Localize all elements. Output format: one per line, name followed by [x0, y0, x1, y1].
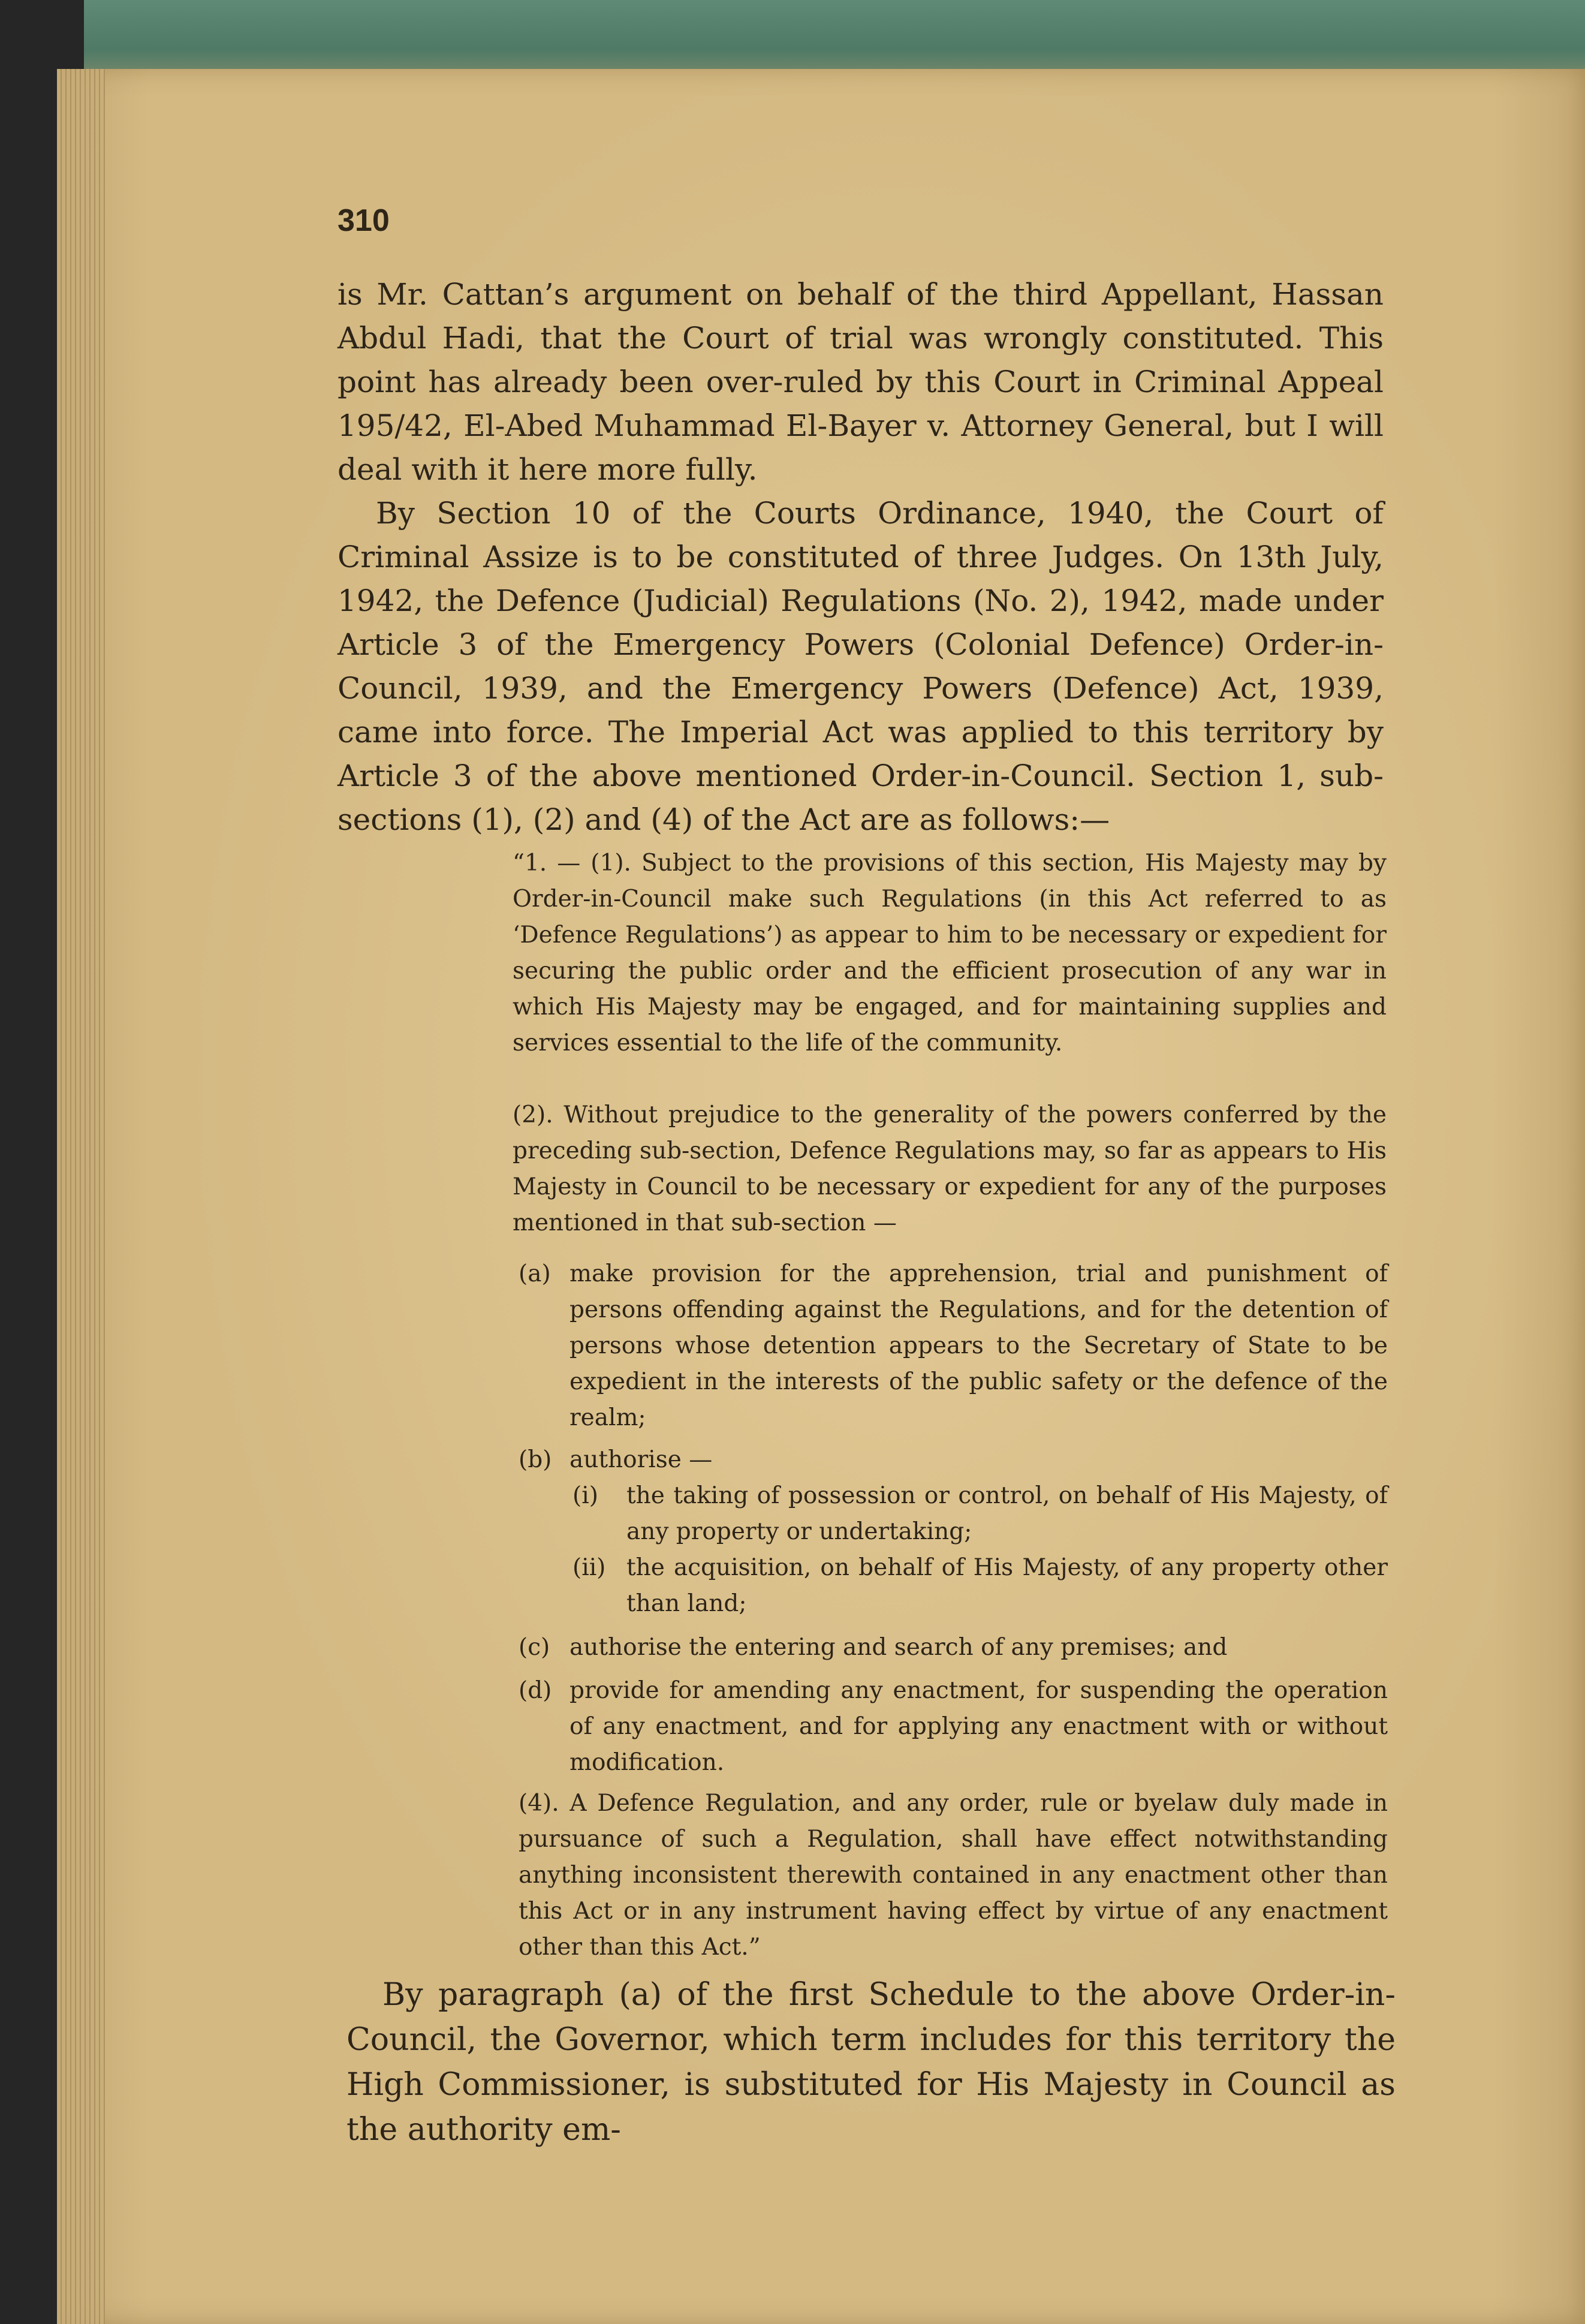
- quote-item-c: authorise the entering and search of any premises; and: [569, 1634, 1228, 1661]
- quote-item-a-label: (a): [519, 1260, 551, 1287]
- quote-item-b-label: (b): [519, 1446, 552, 1473]
- quote-subsection-1: “1. — (1). Subject to the provisions of this section, His Majesty may by Order-in-Council make such Regulations (in this Act referred to as ‘Defence Regulations’) as appear to him to be necessary or expedient for securing the public order and the efficient prosecution of any war in which His Majesty may be engaged, and for maintaining supplies and services essential to the life of the community.: [513, 850, 1387, 1056]
- quote-item-b-ii: the acquisition, on behalf of His Majesty, of any property other than land;: [626, 1554, 1388, 1617]
- quote-subsection-4: (4). A Defence Regulation, and any order, rule or byelaw duly made in pursuance of such a Regulation, shall have effect notwithstanding anything inconsistent therewith contained in any enactment other than this Act or in any instrument having effect by virtue of any enactment other than this Act.”: [519, 1790, 1388, 1961]
- paragraph-2: By Section 10 of the Courts Ordinance, 1940, the Court of Criminal Assize is to be constituted of three Judges. On 13th July, 1942, the Defence (Judicial) Regulations (No. 2), 1942, made under Article 3 of the Emergency Powers (Colonial Defence) Order-in-Council, 1939, and the Emergency Powers (Defence) Act, 1939, came into force. The Imperial Act was applied to this territory by Article 3 of the above mentioned Order-in-Council. Section 1, sub-sections (1), (2) and (4) of the Act are as follows:—: [338, 496, 1384, 837]
- quote-item-b-i-label: (i): [572, 1482, 598, 1509]
- paragraph-1: is Mr. Cattan’s argument on behalf of the third Appellant, Hassan Abdul Hadi, that the Court of trial was wrongly constituted. This point has already been over-ruled by this Court in Criminal Appeal 195/42, El-Abed Muhammad El-Bayer v. Attorney General, but I will deal with it here more fully.: [338, 277, 1384, 487]
- quote-item-b-ii-label: (ii): [572, 1554, 606, 1581]
- quote-item-d: provide for amending any enactment, for suspending the operation of any enactment, and for applying any enactment with or without modification.: [569, 1677, 1388, 1776]
- paragraph-3: By paragraph (a) of the first Schedule to the above Order-in-Council, the Governor, which term includes for this territory the High Commissioner, is substituted for His Majesty in Council as the authority em-: [346, 1977, 1396, 2148]
- quote-item-a: make provision for the apprehension, trial and punishment of persons offending against the Regulations, and for the detention of persons whose detention appears to the Secretary of State to be expedient in the interests of the public safety or the defence of the realm;: [569, 1260, 1388, 1431]
- quote-item-d-label: (d): [519, 1677, 552, 1704]
- page-stack-edge: [57, 69, 105, 2324]
- page-number: 310: [338, 203, 390, 238]
- quote-item-b: authorise —: [569, 1446, 713, 1473]
- quote-item-b-i: the taking of possession or control, on behalf of His Majesty, of any property or undertaking;: [626, 1482, 1388, 1545]
- quote-item-c-label: (c): [519, 1634, 550, 1661]
- quote-subsection-2: (2). Without prejudice to the generality of the powers conferred by the preceding sub-section, Defence Regulations may, so far as appears to His Majesty in Council to be necessary or expedient for any of the purposes mentioned in that sub-section —: [513, 1101, 1387, 1236]
